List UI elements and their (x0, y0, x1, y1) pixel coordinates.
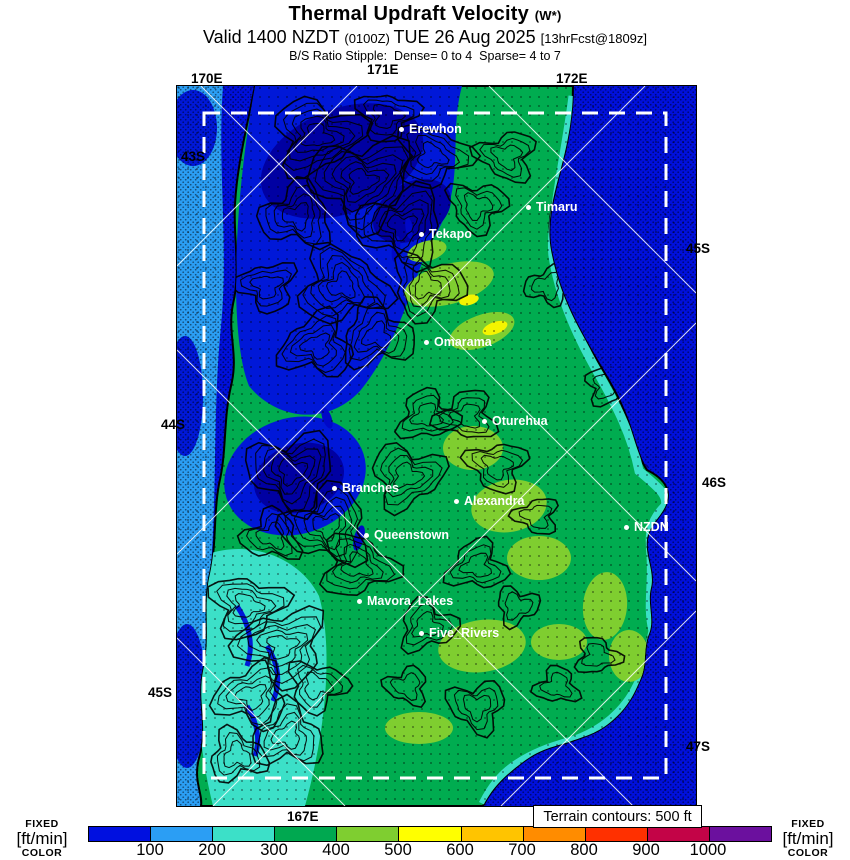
place-label: Branches (342, 481, 399, 495)
colorbar-tick-300: 300 (260, 841, 288, 859)
stipple-sparse (177, 86, 696, 806)
colorbar-tick-200: 200 (198, 841, 226, 859)
grid-label-172e: 172E (556, 71, 588, 86)
unit-label-right (766, 819, 850, 858)
colorbar-tick-700: 700 (508, 841, 536, 859)
colorbar-tick-500: 500 (384, 841, 412, 859)
colorbar (88, 826, 772, 842)
place-label: Erewhon (409, 122, 462, 136)
stipple-note: B/S Ratio Stipple: Dense= 0 to 4 Sparse= 4 to 7 (289, 49, 561, 63)
place-label: Omarama (434, 335, 492, 349)
place-label: Five_Rivers (429, 626, 500, 640)
colorbar-segment-500-600 (399, 827, 461, 841)
grid-label-171e: 171E (367, 62, 399, 77)
map-svg (177, 86, 696, 806)
terrain-note-box (533, 805, 702, 828)
colorbar-segment-900-1000 (648, 827, 710, 841)
place-label: Timaru (536, 200, 578, 214)
colorbar-segment-400-500 (337, 827, 399, 841)
grid-label-44s: 44S (161, 417, 186, 432)
valid-prefix: Valid 1400 NZDT (202, 27, 345, 47)
grid-label-167e: 167E (287, 809, 319, 824)
unit-fixed-label: FIXED (791, 818, 825, 830)
place-label: Queenstown (374, 528, 450, 542)
weather-map (176, 85, 697, 807)
colorbar-ticks (88, 841, 770, 860)
unit-color-label: COLOR (787, 846, 829, 859)
colorbar-segment-100-200 (151, 827, 213, 841)
header (0, 0, 850, 63)
colorbar-tick-900: 900 (632, 841, 660, 859)
colorbar-tick-1000: 1000 (689, 841, 727, 859)
colorbar-tick-400: 400 (322, 841, 350, 859)
page-title (0, 3, 850, 26)
grid-label-45s-right: 45S (686, 241, 711, 256)
place-label: Mavora_Lakes (367, 594, 454, 608)
unit-ftmin-label: [ft/min] (16, 828, 68, 848)
grid-label-43s: 43S (181, 149, 206, 164)
colorbar-tick-100: 100 (136, 841, 164, 859)
place-label: NZDN (634, 520, 669, 534)
grid-label-170e: 170E (191, 71, 223, 86)
colorbar-segment-800-900 (586, 827, 648, 841)
grid-label-45s-left: 45S (148, 685, 173, 700)
unit-ftmin-label: [ft/min] (782, 828, 834, 848)
colorbar-segment-1000+ (710, 827, 771, 841)
grid-label-46s: 46S (702, 475, 727, 490)
grid-label-47s: 47S (686, 739, 711, 754)
valid-fcst: [13hrFcst@1809z] (540, 31, 648, 46)
terrain-note-text: Terrain contours: 500 ft (543, 808, 692, 825)
colorbar-segment-300-400 (275, 827, 337, 841)
colorbar-segment-0-100 (89, 827, 151, 841)
valid-time-line (0, 27, 850, 48)
colorbar-segment-200-300 (213, 827, 275, 841)
colorbar-tick-600: 600 (446, 841, 474, 859)
place-label: Oturehua (492, 414, 548, 428)
title-text: Thermal Updraft Velocity (288, 3, 529, 25)
colorbar-segment-700-800 (524, 827, 586, 841)
unit-color-label: COLOR (21, 846, 63, 859)
place-label: Tekapo (429, 227, 472, 241)
title-suffix: (W*) (534, 8, 562, 23)
unit-label-left (0, 819, 84, 858)
colorbar-segment-600-700 (462, 827, 524, 841)
valid-date: TUE 26 Aug 2025 (393, 27, 541, 47)
valid-zulu: (0100Z) (344, 31, 394, 46)
colorbar-tick-800: 800 (570, 841, 598, 859)
place-label: Alexandra (464, 494, 525, 508)
unit-fixed-label: FIXED (25, 818, 59, 830)
